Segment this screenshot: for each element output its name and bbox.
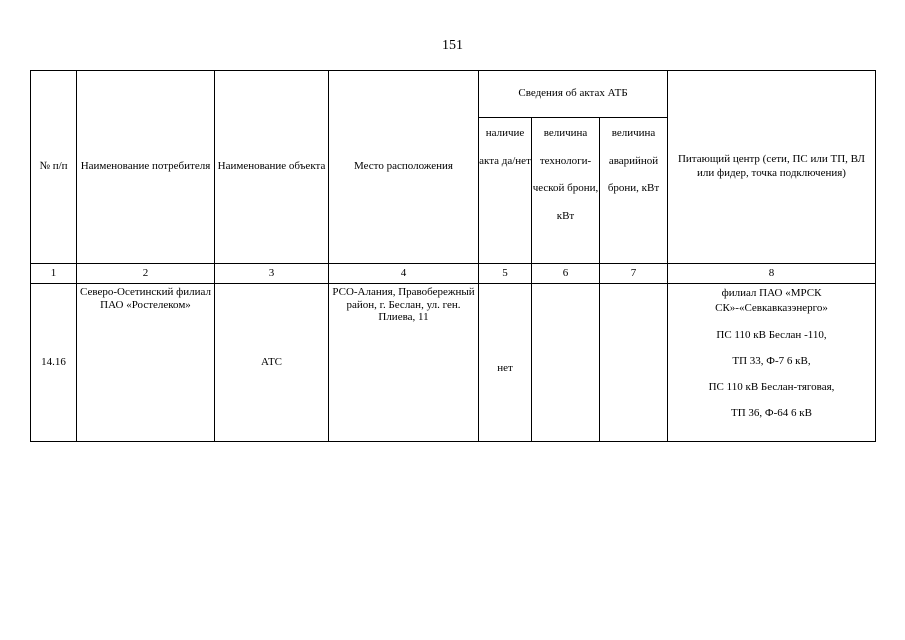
header-emergency-reserve: величина аварийной брони, кВт [600,118,668,264]
supply-line: ПС 110 кВ Беслан-тяговая, [708,381,835,393]
header-tech-reserve: величина технологи-ческой брони, кВт [532,118,600,264]
column-number: 7 [600,264,668,284]
supply-line: ТП 33, Ф-7 6 кВ, [732,355,811,367]
column-number: 3 [215,264,329,284]
page-number: 151 [442,38,463,53]
column-number: 4 [329,264,479,284]
column-number: 6 [532,264,600,284]
supply-line: филиал ПАО «МРСК СК»-«Севкавказэнерго» [715,287,828,314]
object-name: АТС [215,284,329,442]
header-object-name: Наименование объекта [215,71,329,264]
emergency-reserve [600,284,668,442]
column-number: 5 [479,264,532,284]
header-location: Место расположения [329,71,479,264]
column-number: 2 [77,264,215,284]
header-row-number: № п/п [31,71,77,264]
header-atb-group: Сведения об актах АТБ [479,71,668,118]
supply-center [668,284,876,442]
table-row [31,284,876,442]
supply-line: ПС 110 кВ Беслан -110, [716,329,827,341]
column-number: 1 [31,264,77,284]
supply-line: ТП 36, Ф-64 6 кВ [731,407,812,419]
consumer-name: Северо-Осетинский филиал ПАО «Ростелеком» [77,284,215,442]
header-supply-center: Питающий центр (сети, ПС или ТП, ВЛ или фидер, точка подключения) [668,71,876,264]
atb-table [30,70,876,442]
act-presence-value: нет [497,361,513,374]
header-act-presence: наличие акта да/нет [479,118,532,264]
column-number: 8 [668,264,876,284]
location: РСО-Алания, Правобережный район, г. Беслан, ул. ген. Плиева, 11 [329,284,479,442]
header-consumer-name: Наименование потребителя [77,71,215,264]
row-number: 14.16 [31,284,77,442]
act-presence [479,284,532,442]
tech-reserve [532,284,600,442]
